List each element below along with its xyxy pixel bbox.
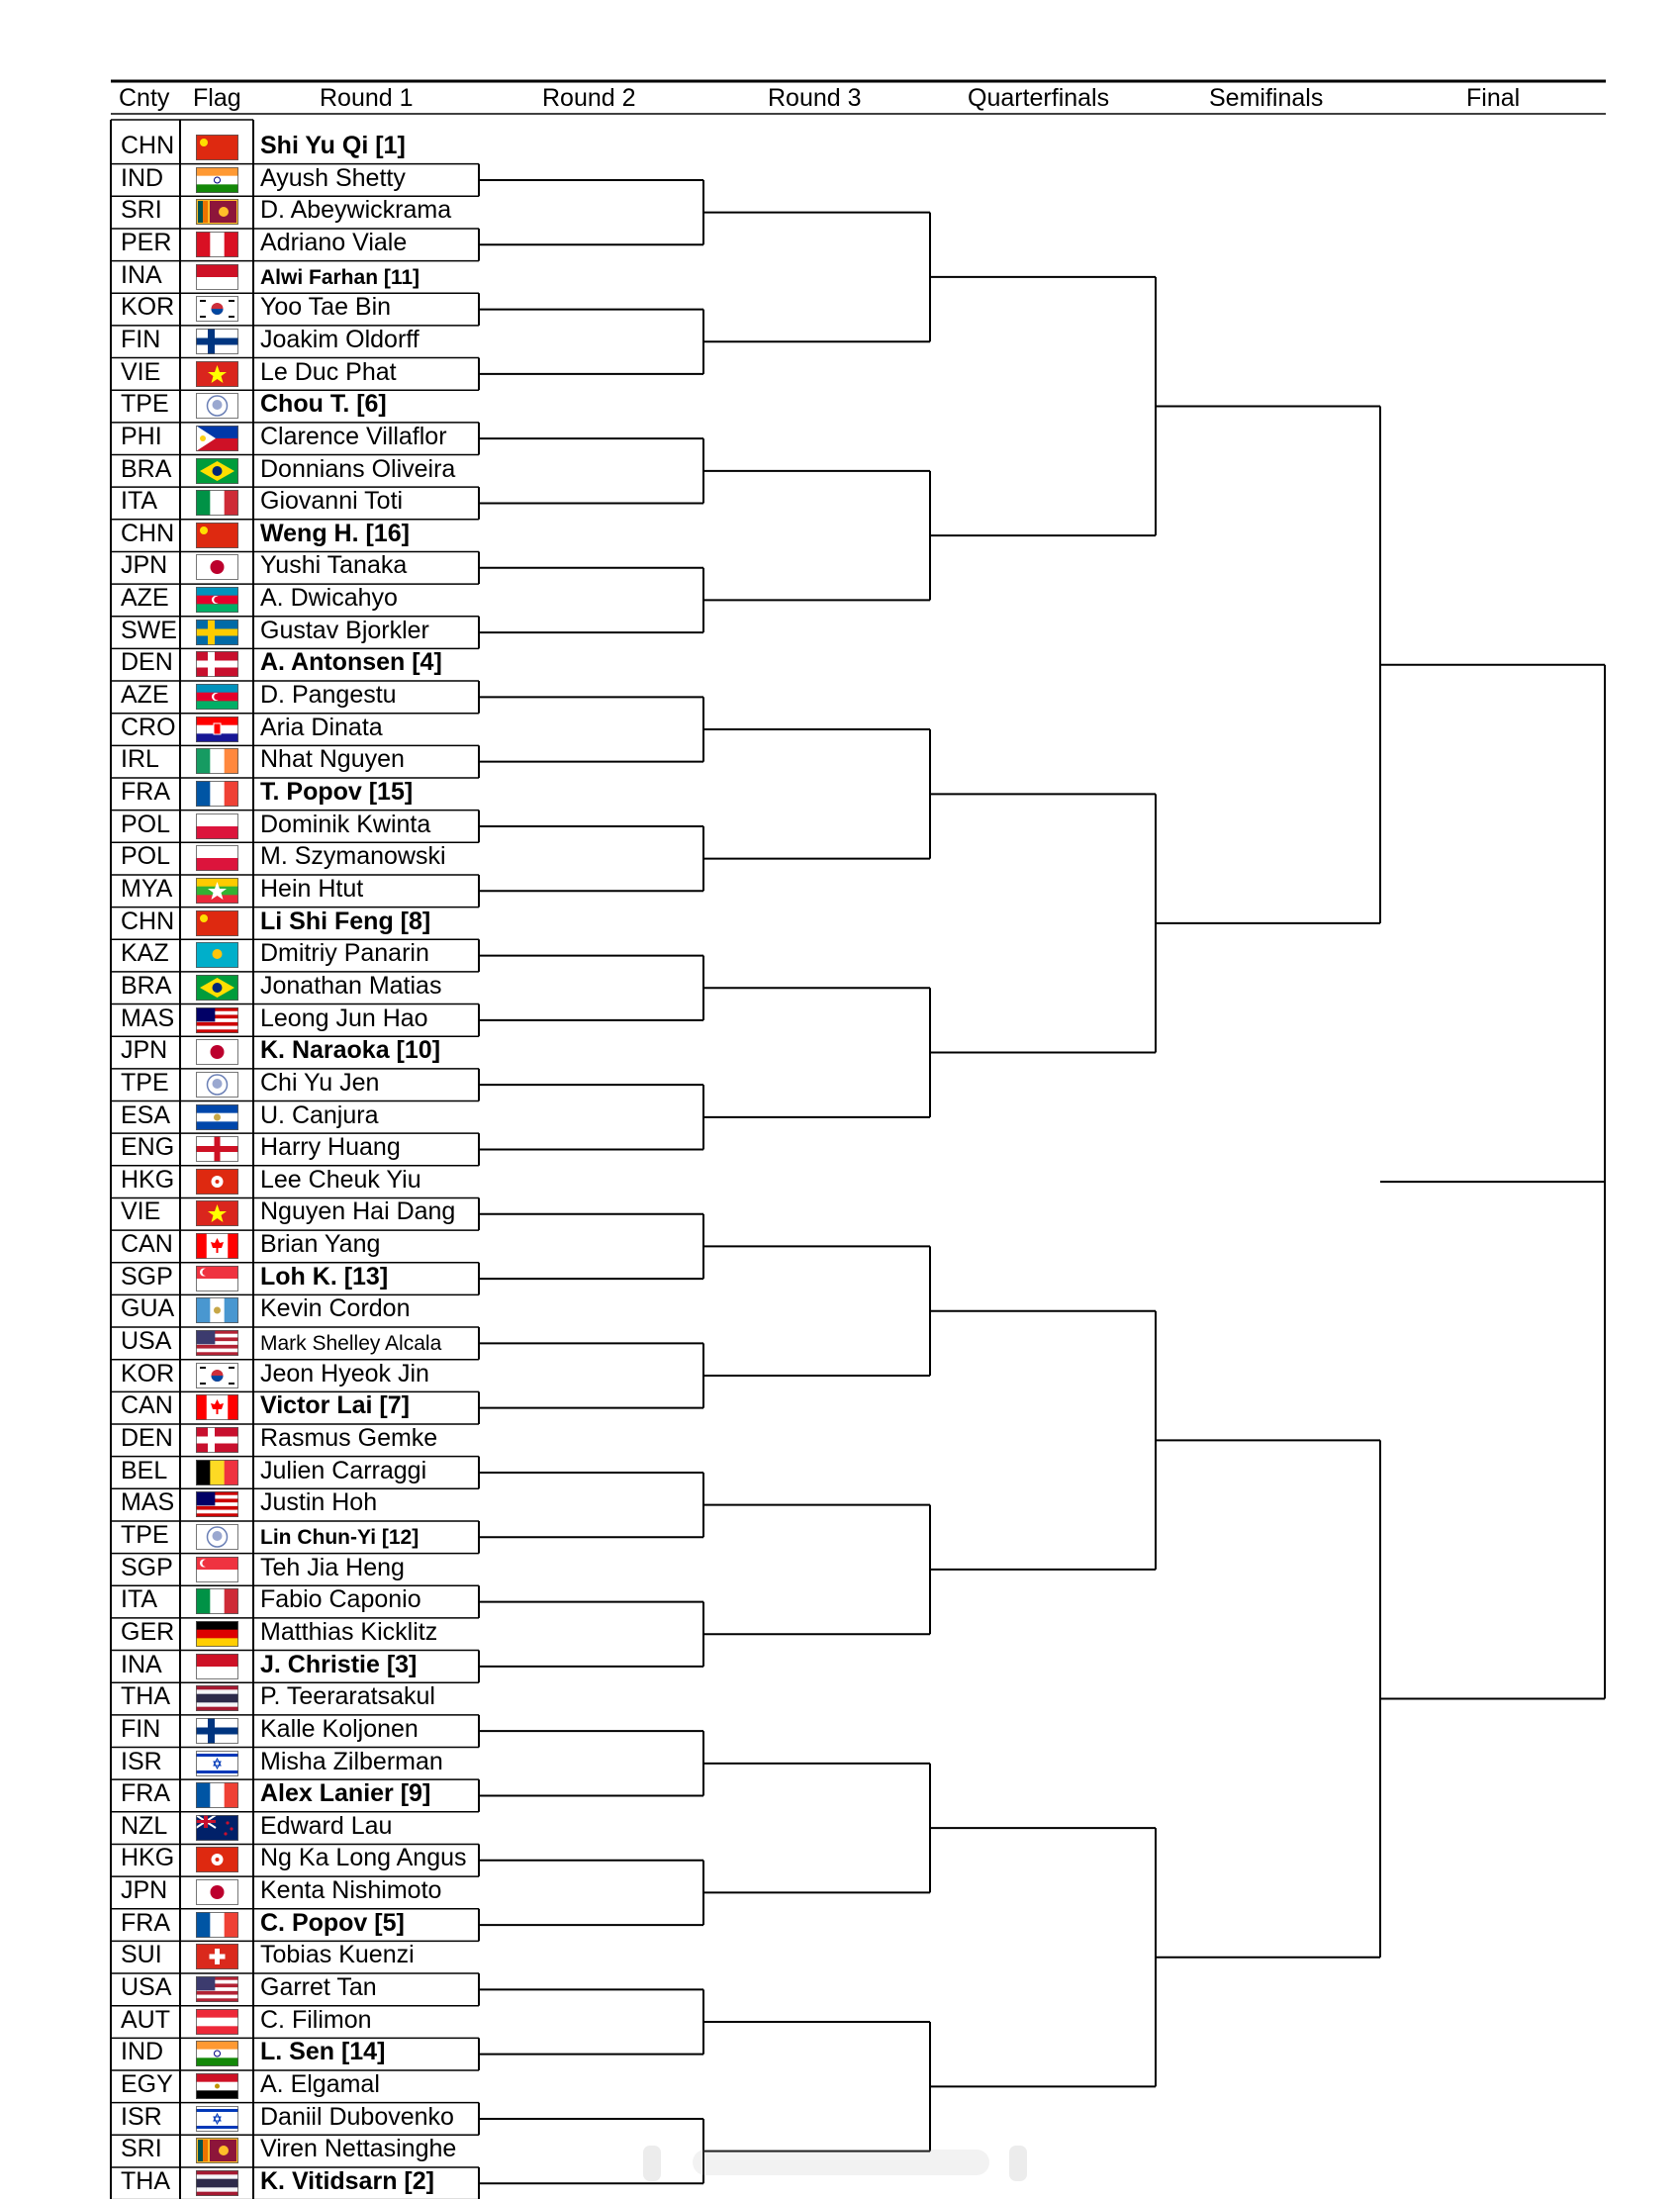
flag-icon [196, 1007, 238, 1033]
flag-icon [196, 135, 238, 160]
flag-icon [196, 684, 238, 710]
player-name: U. Canjura [260, 1100, 379, 1129]
player-name: C. Popov [5] [260, 1908, 405, 1937]
player-name: P. Teeraratsakul [260, 1682, 435, 1711]
player-name: Teh Jia Heng [260, 1553, 405, 1581]
flag-icon [196, 554, 238, 580]
country-code: BEL [121, 1456, 168, 1484]
flag-icon [196, 1815, 238, 1841]
player-name: Aria Dinata [260, 713, 383, 741]
country-code: FRA [121, 778, 170, 806]
player-name: Gustav Bjorkler [260, 616, 429, 644]
player-name: A. Elgamal [260, 2070, 380, 2098]
country-code: MYA [121, 874, 173, 903]
country-code: MAS [121, 1004, 175, 1032]
flag-icon [196, 1912, 238, 1938]
player-name: Adriano Viale [260, 228, 408, 256]
country-code: ISR [121, 2102, 162, 2131]
flag-icon [196, 2073, 238, 2099]
country-code: TPE [121, 1068, 169, 1097]
country-code: ISR [121, 1747, 162, 1775]
player-name: Fabio Caponio [260, 1585, 421, 1614]
player-name: Dmitriy Panarin [260, 939, 429, 968]
country-code: BRA [121, 971, 172, 1000]
player-name: Yushi Tanaka [260, 551, 408, 580]
flag-icon [196, 1169, 238, 1195]
header-round-2: Round 2 [542, 84, 636, 112]
flag-icon [196, 1136, 238, 1162]
player-name: Nhat Nguyen [260, 745, 405, 774]
country-code: INA [121, 260, 162, 289]
country-code: CHN [121, 132, 175, 159]
flag-icon [196, 1621, 238, 1647]
country-code: VIE [121, 357, 161, 386]
country-code: DEN [121, 648, 173, 677]
player-name: Julien Carraggi [260, 1456, 427, 1484]
flag-icon [196, 199, 238, 225]
country-code: CAN [121, 1230, 173, 1259]
player-name: Yoo Tae Bin [260, 293, 392, 322]
country-code: THA [121, 1682, 170, 1711]
country-code: CAN [121, 1391, 173, 1420]
flag-icon [196, 1751, 238, 1776]
player-name: Chou T. [6] [260, 390, 387, 419]
player-name: Jeon Hyeok Jin [260, 1359, 429, 1387]
country-code: MAS [121, 1488, 175, 1517]
flag-icon [196, 1200, 238, 1226]
flag-icon [196, 1233, 238, 1259]
header-country: Cnty [119, 84, 170, 112]
flag-icon [196, 426, 238, 451]
flag-icon [196, 361, 238, 387]
country-code: KAZ [121, 939, 169, 968]
header-round-1: Round 1 [320, 84, 414, 112]
flag-icon [196, 2138, 238, 2163]
country-code: HKG [121, 1165, 175, 1194]
flag-icon [196, 393, 238, 419]
header-quarterfinals: Quarterfinals [968, 84, 1110, 112]
flag-icon [196, 845, 238, 871]
country-code: CHN [121, 907, 175, 935]
country-code: POL [121, 810, 171, 838]
flag-icon [196, 1524, 238, 1550]
country-code: SGP [121, 1553, 173, 1581]
flag-icon [196, 587, 238, 613]
country-code: THA [121, 2166, 170, 2195]
player-name: L. Sen [14] [260, 2038, 386, 2066]
player-name: Joakim Oldorff [260, 325, 420, 353]
country-code: AZE [121, 681, 169, 710]
player-name: Mark Shelley Alcala [260, 1332, 442, 1356]
country-code: SWE [121, 616, 177, 644]
player-name: Harry Huang [260, 1133, 401, 1162]
player-name: Kenta Nishimoto [260, 1876, 442, 1905]
country-code: VIE [121, 1197, 161, 1226]
player-name: Matthias Kicklitz [260, 1617, 438, 1646]
flag-icon [196, 2009, 238, 2035]
player-name: Clarence Villaflor [260, 422, 447, 450]
player-name: Edward Lau [260, 1811, 393, 1840]
player-name: Justin Hoh [260, 1488, 378, 1517]
country-code: TPE [121, 1520, 169, 1549]
player-name: Rasmus Gemke [260, 1424, 438, 1452]
country-code: BRA [121, 454, 172, 483]
country-code: GER [121, 1617, 175, 1646]
flag-icon [196, 2106, 238, 2132]
country-code: PHI [121, 422, 162, 450]
country-code: GUA [121, 1294, 175, 1323]
country-code: ITA [121, 487, 158, 516]
flag-icon [196, 458, 238, 484]
country-code: IND [121, 163, 164, 192]
flag-icon [196, 1039, 238, 1065]
country-code: USA [121, 1327, 172, 1356]
flag-icon [196, 1654, 238, 1679]
player-name: Loh K. [13] [260, 1262, 389, 1291]
player-name: Alwi Farhan [11] [260, 265, 420, 289]
flag-icon [196, 910, 238, 936]
country-code: TPE [121, 390, 169, 419]
flag-icon [196, 1266, 238, 1291]
player-name: Leong Jun Hao [260, 1004, 428, 1032]
flag-icon [196, 1588, 238, 1614]
header-flag: Flag [193, 84, 241, 112]
watermark-icon [633, 2138, 1049, 2187]
country-code: FIN [121, 1714, 161, 1743]
flag-icon [196, 232, 238, 257]
flag-icon [196, 2041, 238, 2066]
country-code: IND [121, 2038, 164, 2066]
flag-icon [196, 1297, 238, 1323]
country-code: CRO [121, 713, 176, 741]
player-name: Viren Nettasinghe [260, 2135, 457, 2163]
country-code: JPN [121, 1036, 168, 1065]
player-name: Le Duc Phat [260, 357, 397, 386]
flag-icon [196, 1330, 238, 1356]
country-code: DEN [121, 1424, 173, 1452]
player-name: A. Dwicahyo [260, 584, 398, 613]
player-name: Shi Yu Qi [1] [260, 132, 406, 159]
header-round-3: Round 3 [768, 84, 862, 112]
country-code: FRA [121, 1779, 170, 1808]
flag-icon [196, 1782, 238, 1808]
country-code: AZE [121, 584, 169, 613]
flag-icon [196, 878, 238, 904]
player-name: M. Szymanowski [260, 842, 446, 871]
player-name: Dominik Kwinta [260, 810, 431, 838]
flag-icon [196, 813, 238, 839]
player-name: T. Popov [15] [260, 778, 414, 806]
player-name: Jonathan Matias [260, 971, 442, 1000]
flag-icon [196, 1718, 238, 1744]
country-code: KOR [121, 1359, 175, 1387]
player-name: Ayush Shetty [260, 163, 406, 192]
player-name: Kevin Cordon [260, 1294, 411, 1323]
player-name: Hein Htut [260, 874, 364, 903]
flag-icon [196, 1491, 238, 1517]
flag-icon [196, 1847, 238, 1872]
country-code: SUI [121, 1941, 162, 1969]
country-code: POL [121, 842, 171, 871]
country-code: PER [121, 228, 172, 256]
flag-icon [196, 748, 238, 774]
flag-icon [196, 1104, 238, 1130]
country-code: INA [121, 1650, 162, 1678]
flag-icon [196, 1685, 238, 1711]
country-code: JPN [121, 551, 168, 580]
flag-icon [196, 717, 238, 742]
flag-icon [196, 620, 238, 645]
player-name: Misha Zilberman [260, 1747, 443, 1775]
flag-icon [196, 264, 238, 290]
player-name: Weng H. [16] [260, 519, 410, 547]
player-name: Ng Ka Long Angus [260, 1844, 467, 1872]
country-code: FRA [121, 1908, 170, 1937]
flag-icon [196, 1976, 238, 2002]
player-name: Nguyen Hai Dang [260, 1197, 456, 1226]
player-name: K. Vitidsarn [2] [260, 2166, 434, 2195]
flag-icon [196, 329, 238, 354]
country-code: AUT [121, 2005, 170, 2034]
player-name: Li Shi Feng [8] [260, 907, 431, 935]
flag-icon [196, 490, 238, 516]
player-name: D. Pangestu [260, 681, 397, 710]
player-name: D. Abeywickrama [260, 196, 452, 225]
country-code: ENG [121, 1133, 175, 1162]
flag-icon [196, 942, 238, 968]
flag-icon [196, 1394, 238, 1420]
country-code: JPN [121, 1876, 168, 1905]
country-code: ITA [121, 1585, 158, 1614]
flag-icon [196, 1363, 238, 1388]
country-code: SRI [121, 2135, 162, 2163]
player-name: Lee Cheuk Yiu [260, 1165, 421, 1194]
country-code: HKG [121, 1844, 175, 1872]
flag-icon [196, 1944, 238, 1969]
country-code: SGP [121, 1262, 173, 1291]
country-code: USA [121, 1973, 172, 2002]
player-name: C. Filimon [260, 2005, 372, 2034]
flag-icon [196, 1557, 238, 1582]
player-name: Giovanni Toti [260, 487, 404, 516]
country-code: NZL [121, 1811, 168, 1840]
player-name: Daniil Dubovenko [260, 2102, 454, 2131]
country-code: SRI [121, 196, 162, 225]
header-semifinals: Semifinals [1209, 84, 1324, 112]
country-code: ESA [121, 1100, 171, 1129]
player-name: Garret Tan [260, 1973, 377, 2002]
player-name: Alex Lanier [9] [260, 1779, 431, 1808]
flag-icon [196, 296, 238, 322]
player-name: K. Naraoka [10] [260, 1036, 441, 1065]
header-final: Final [1466, 84, 1521, 112]
player-name: Victor Lai [7] [260, 1391, 410, 1420]
flag-icon [196, 975, 238, 1001]
player-name: Lin Chun-Yi [12] [260, 1525, 420, 1549]
player-name: Brian Yang [260, 1230, 381, 1259]
player-name: Kalle Koljonen [260, 1714, 419, 1743]
flag-icon [196, 2170, 238, 2196]
flag-icon [196, 1460, 238, 1485]
country-code: EGY [121, 2070, 173, 2098]
flag-icon [196, 167, 238, 193]
flag-icon [196, 1427, 238, 1453]
flag-icon [196, 781, 238, 807]
player-name: J. Christie [3] [260, 1650, 418, 1678]
flag-icon [196, 651, 238, 677]
country-code: CHN [121, 519, 175, 547]
player-name: Tobias Kuenzi [260, 1941, 415, 1969]
flag-icon [196, 1879, 238, 1905]
player-name: Chi Yu Jen [260, 1068, 380, 1097]
country-code: KOR [121, 293, 175, 322]
country-code: IRL [121, 745, 159, 774]
player-name: A. Antonsen [4] [260, 648, 442, 677]
player-name: Donnians Oliveira [260, 454, 456, 483]
flag-icon [196, 523, 238, 548]
flag-icon [196, 1072, 238, 1098]
country-code: FIN [121, 325, 161, 353]
